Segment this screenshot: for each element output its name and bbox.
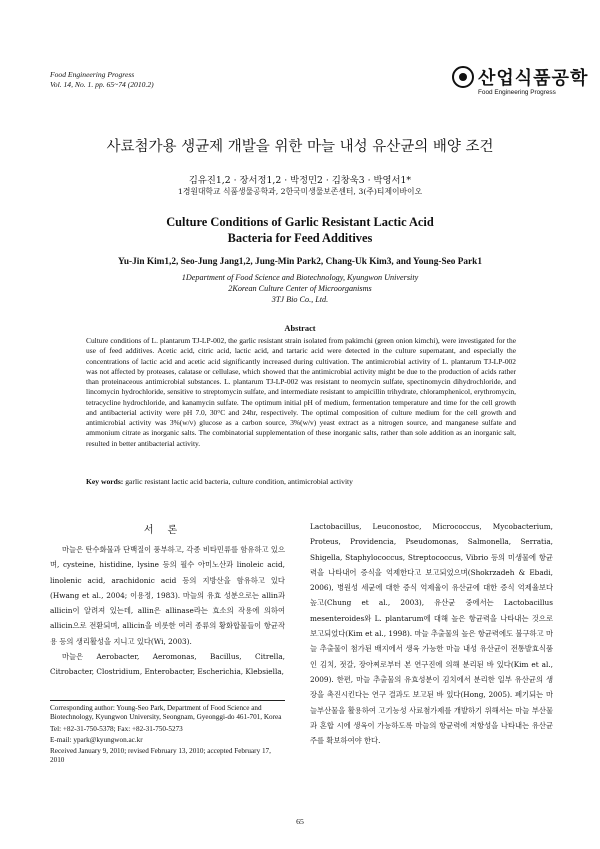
journal-logo	[452, 64, 589, 106]
abstract-heading: Abstract	[284, 324, 316, 333]
footnote-email: E-mail: ypark@kyungwon.ac.kr	[50, 735, 143, 744]
footnote-phone: Tel: +82-31-750-5378; Fax: +82-31-750-5273	[50, 724, 183, 733]
footnote-dates: Received January 9, 2010; revised February 13, 2010; accepted February 17, 2010	[50, 747, 271, 765]
keywords-text: garlic resistant lactic acid bacteria, culture condition, antimicrobial activity	[123, 477, 353, 486]
corresponding-author-footnote	[50, 700, 285, 768]
journal-citation	[50, 70, 154, 89]
logo-korean-text: 산업식품공학	[478, 68, 589, 89]
right-column	[310, 519, 553, 748]
left-column	[50, 542, 285, 680]
journal-volume: Vol. 14, No. 1. pp. 65~74 (2010.2)	[50, 79, 154, 89]
affiliation-2: 2Korean Culture Center of Microorganisms	[228, 284, 372, 293]
intro-paragraph-1: 마늘은 탄수화물과 단백질이 풍부하고, 각종 비타민류를 함유하고 있으며, cysteine, histidine, lysine 등의 필수 아미노산과 linoleic acid, linolenic acid, arachidonic acid 등의 지방산을 함유하고 있다(Hwang et al., 2004; 이용정, 1983). 마늘의 유효 성분으로는 allin과 allicin이 알려져 있는데, allin은 allinase라는 효소의 작용에 의하여 allicin으로 전환되며, allicin을 비롯한 여러 종류의 황화합물들이 항균작용 등의 생리활성을 지니고 있다(Wi, 2003).	[50, 545, 285, 646]
abstract-text: Culture conditions of L. plantarum TJ-LP-002, the garlic resistant strain isolated from pakimchi (green onion kimchi), were investigated for the use of feed additives. Acetic acid, citric acid, lactic acid, and tartaric acid were detected in the culture supernatant, and especially the concentrations of lactic acid and acetic acid significantly increased during cultivation. The antimicrobial activity of L. plantarum TJ-LP-002 was not affected by proteases, calatase or cellulase, which showed that the antimicrobial activity might be due to the production of acids rather than proteinaceous antimicrobial substances. L. plantarum TJ-LP-002 was resistant to neomycin sulfate, spectinomycin dihydrochloride, and lincomycin hydrochloride, sensitive to streptomycin sulfate, and intermediate resistant to ampicillin trihydrate, chloramphenicol, erythromycin, tetracycline hydrochloride, and kanamycin sulfate. The optimum initial pH of medium, fermentation temperature and time for the cell growth and antibacterial activity were pH 7.0, 30°C and 24hr, respectively. The optimal composition of culture medium for the cell growth and antimicrobial activity was 3%(w/v) glucose as a carbon source, 3%(w/v) yeast extract as a nitrogen source, and manganese sulfate and ammonium citrate as inorganic salts. The combinatorial supplementation of these inorganic salts, rather than sole addition as an inorganic salt, resulted in better antibacterial activity.	[86, 336, 516, 448]
keywords	[86, 477, 516, 487]
footnote-author: Corresponding author: Young-Seo Park, Department of Food Science and Biotechnology, Kyungwon University, Seongnam, Gyeonggi-do 461-701, Korea	[50, 704, 282, 722]
journal-name: Food Engineering Progress	[50, 70, 135, 79]
english-affiliations	[0, 272, 600, 305]
korean-affiliations: 1경원대학교 식품생물공학과, 2한국미생물보존센터, 3(주)티제이바이오	[177, 187, 423, 196]
keywords-label: Key words:	[86, 477, 124, 486]
korean-authors: 김유진1,2 · 장서정1,2 · 박정민2 · 김창욱3 · 박영서1*	[188, 175, 412, 186]
english-title-line-1: Culture Conditions of Garlic Resistant Lactic Acid	[166, 215, 434, 229]
english-title-line-2: Bacteria for Feed Additives	[227, 231, 373, 245]
intro-paragraph-2: 마늘은 Aerobacter, Aeromonas, Bacillus, Citrella, Citrobacter, Clostridium, Enterobacter, Escherichia, Klebsiella,	[50, 652, 285, 677]
section-title-introduction: 서론	[143, 525, 192, 536]
intro-paragraph-continued: Lactobacillus, Leuconostoc, Micrococcus, Mycobacterium, Proteus, Providencia, Pseudomonas, Salmonella, Serratia, Shigella, Staphylococcus, Streptococcus, Vibrio 등의 미생물에 항균력을 나타내어 증식을 억제한다고 보고되었으며(Shokrzadeh & Ebadi, 2006), 병원성 세균에 대한 증식 억제율이 유산균에 대한 증식 억제율보다 높고(Chung et al., 2003), 유산균 중에서는 Lactobacillus mesenteroides와 L. plantarum에 대해 높은 항균력을 나타내는 것으로 보고되었다(Kim et al., 1998). 마늘 추출물의 높은 항균력에도 불구하고 마늘 추출물이 첨가된 배지에서 생육 가능한 마늘 내성 유산균이 전통발효식품인 김치, 젓갈, 장아찌로부터 본 연구진에 의해 분리된 바 있다(Kim et al., 2009). 한편, 마늘 추출물의 유효성분이 김치에서 분리한 일부 유산균의 생장을 촉진시킨다는 연구 결과도 보고된 바 있다(Hong, 2005). 폐기되는 마늘부산물을 활용하여 고기능성 사료첨가제를 개발하기 위해서는 마늘 부산물과 혼합 시에 생육이 가능하도록 마늘의 항균력에 저항성을 나타내는 유산균주를 확보하여야 한다.	[310, 522, 553, 746]
page-number: 65	[296, 817, 304, 826]
affiliation-3: 3TJ Bio Co., Ltd.	[271, 295, 329, 304]
english-authors: Yu-Jin Kim1,2, Seo-Jung Jang1,2, Jung-Min Park2, Chang-Uk Kim3, and Young-Seo Park1	[117, 257, 483, 267]
korean-title: 사료첨가용 생균제 개발을 위한 마늘 내성 유산균의 배양 조건	[106, 139, 494, 155]
english-title	[0, 214, 600, 246]
logo-english-text: Food Engineering Progress	[478, 89, 556, 96]
logo-mark-icon	[452, 66, 474, 88]
affiliation-1: 1Department of Food Science and Biotechnology, Kyungwon University	[181, 273, 419, 282]
